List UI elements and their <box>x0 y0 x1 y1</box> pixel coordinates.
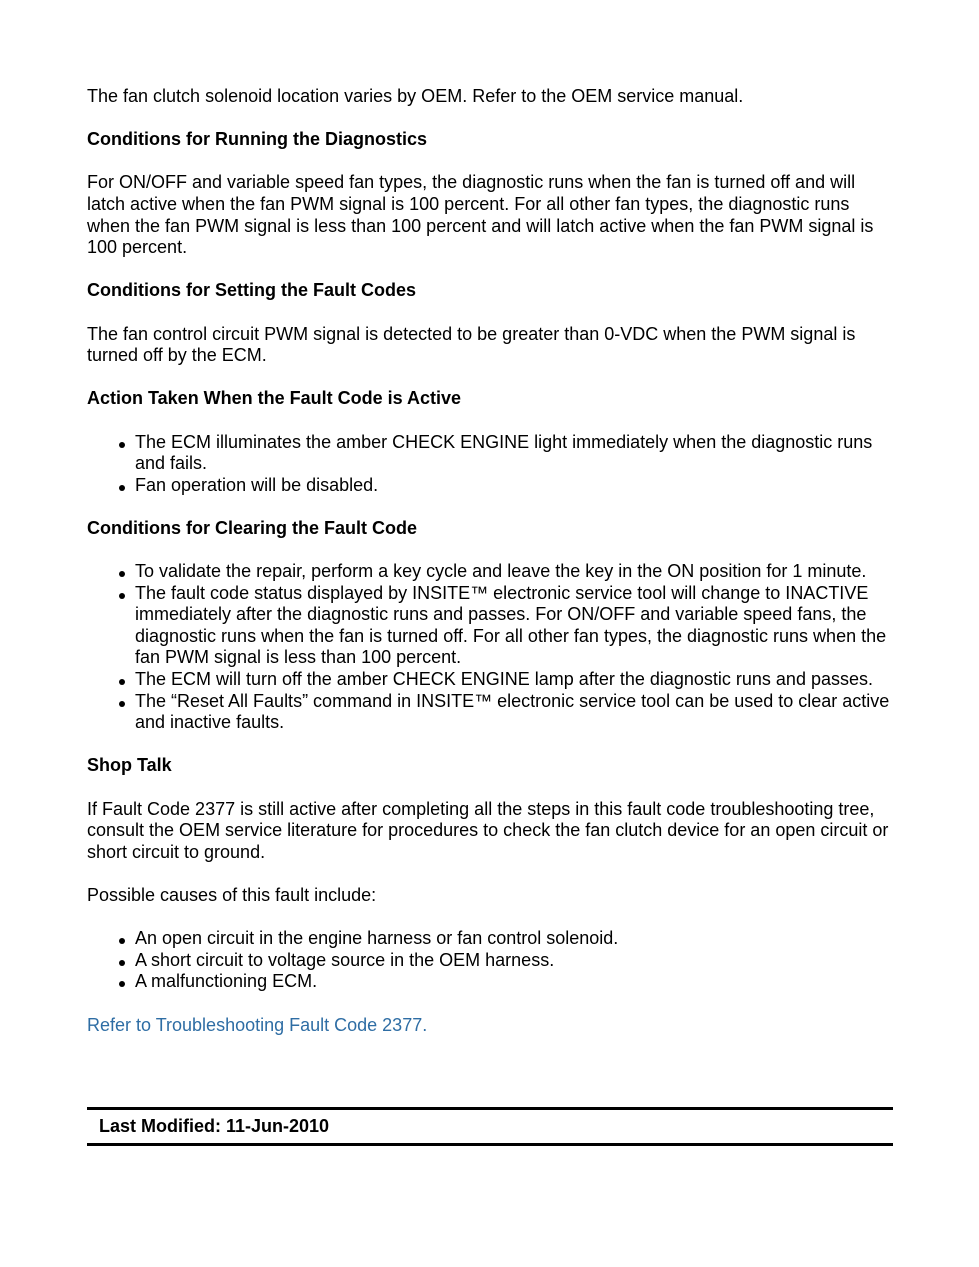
list-item: The ECM illuminates the amber CHECK ENGINE light immediately when the diagnostic runs and fails. <box>135 432 893 475</box>
document-body <box>87 86 893 1058</box>
heading-shop-talk: Shop Talk <box>87 755 172 776</box>
running-diagnostics-paragraph: For ON/OFF and variable speed fan types, the diagnostic runs when the fan is turned off and will latch active when the fan PWM signal is 100 percent. For all other fan types, the diagnostic runs when the fan PWM signal is less than 100 percent and will latch active when the fan PWM signal is 100 percent. <box>87 172 874 258</box>
list-item: To validate the repair, perform a key cycle and leave the key in the ON position for 1 minute. <box>135 561 893 583</box>
list-item: The ECM will turn off the amber CHECK ENGINE lamp after the diagnostic runs and passes. <box>135 669 893 691</box>
possible-causes-intro: Possible causes of this fault include: <box>87 884 377 905</box>
last-modified-label: Last Modified: 11-Jun-2010 <box>99 1116 330 1136</box>
intro-paragraph: The fan clutch solenoid location varies by OEM. Refer to the OEM service manual. <box>87 86 744 106</box>
action-taken-list <box>87 432 893 497</box>
setting-fault-codes-paragraph: The fan control circuit PWM signal is detected to be greater than 0-VDC when the PWM signal is turned off by the ECM. <box>87 323 856 366</box>
list-item: A short circuit to voltage source in the OEM harness. <box>135 950 893 972</box>
troubleshooting-link[interactable]: Refer to Troubleshooting Fault Code 2377. <box>87 1014 428 1035</box>
list-item: The fault code status displayed by INSITE™ electronic service tool will change to INACTIVE immediately after the diagnostic runs and passes. For ON/OFF and variable speed fans, the diagnostic runs when the fan is turned off. For all other fan types, the diagnostic runs when the fan PWM signal is less than 100 percent. <box>135 583 893 669</box>
list-item: A malfunctioning ECM. <box>135 971 893 993</box>
possible-causes-list <box>87 928 893 993</box>
heading-running-diagnostics: Conditions for Running the Diagnostics <box>87 129 427 150</box>
heading-setting-fault-codes: Conditions for Setting the Fault Codes <box>87 280 416 301</box>
footer-bar <box>87 1107 893 1146</box>
heading-clearing-fault-code: Conditions for Clearing the Fault Code <box>87 517 417 538</box>
shop-talk-paragraph: If Fault Code 2377 is still active after completing all the steps in this fault code troubleshooting tree, consult the OEM service literature for procedures to check the fan clutch device for an open circuit or short circuit to ground. <box>87 798 889 862</box>
clearing-fault-code-list <box>87 561 893 734</box>
heading-action-taken: Action Taken When the Fault Code is Active <box>87 388 462 409</box>
list-item: An open circuit in the engine harness or fan control solenoid. <box>135 928 893 950</box>
list-item: Fan operation will be disabled. <box>135 475 893 497</box>
list-item: The “Reset All Faults” command in INSITE™ electronic service tool can be used to clear active and inactive faults. <box>135 691 893 734</box>
